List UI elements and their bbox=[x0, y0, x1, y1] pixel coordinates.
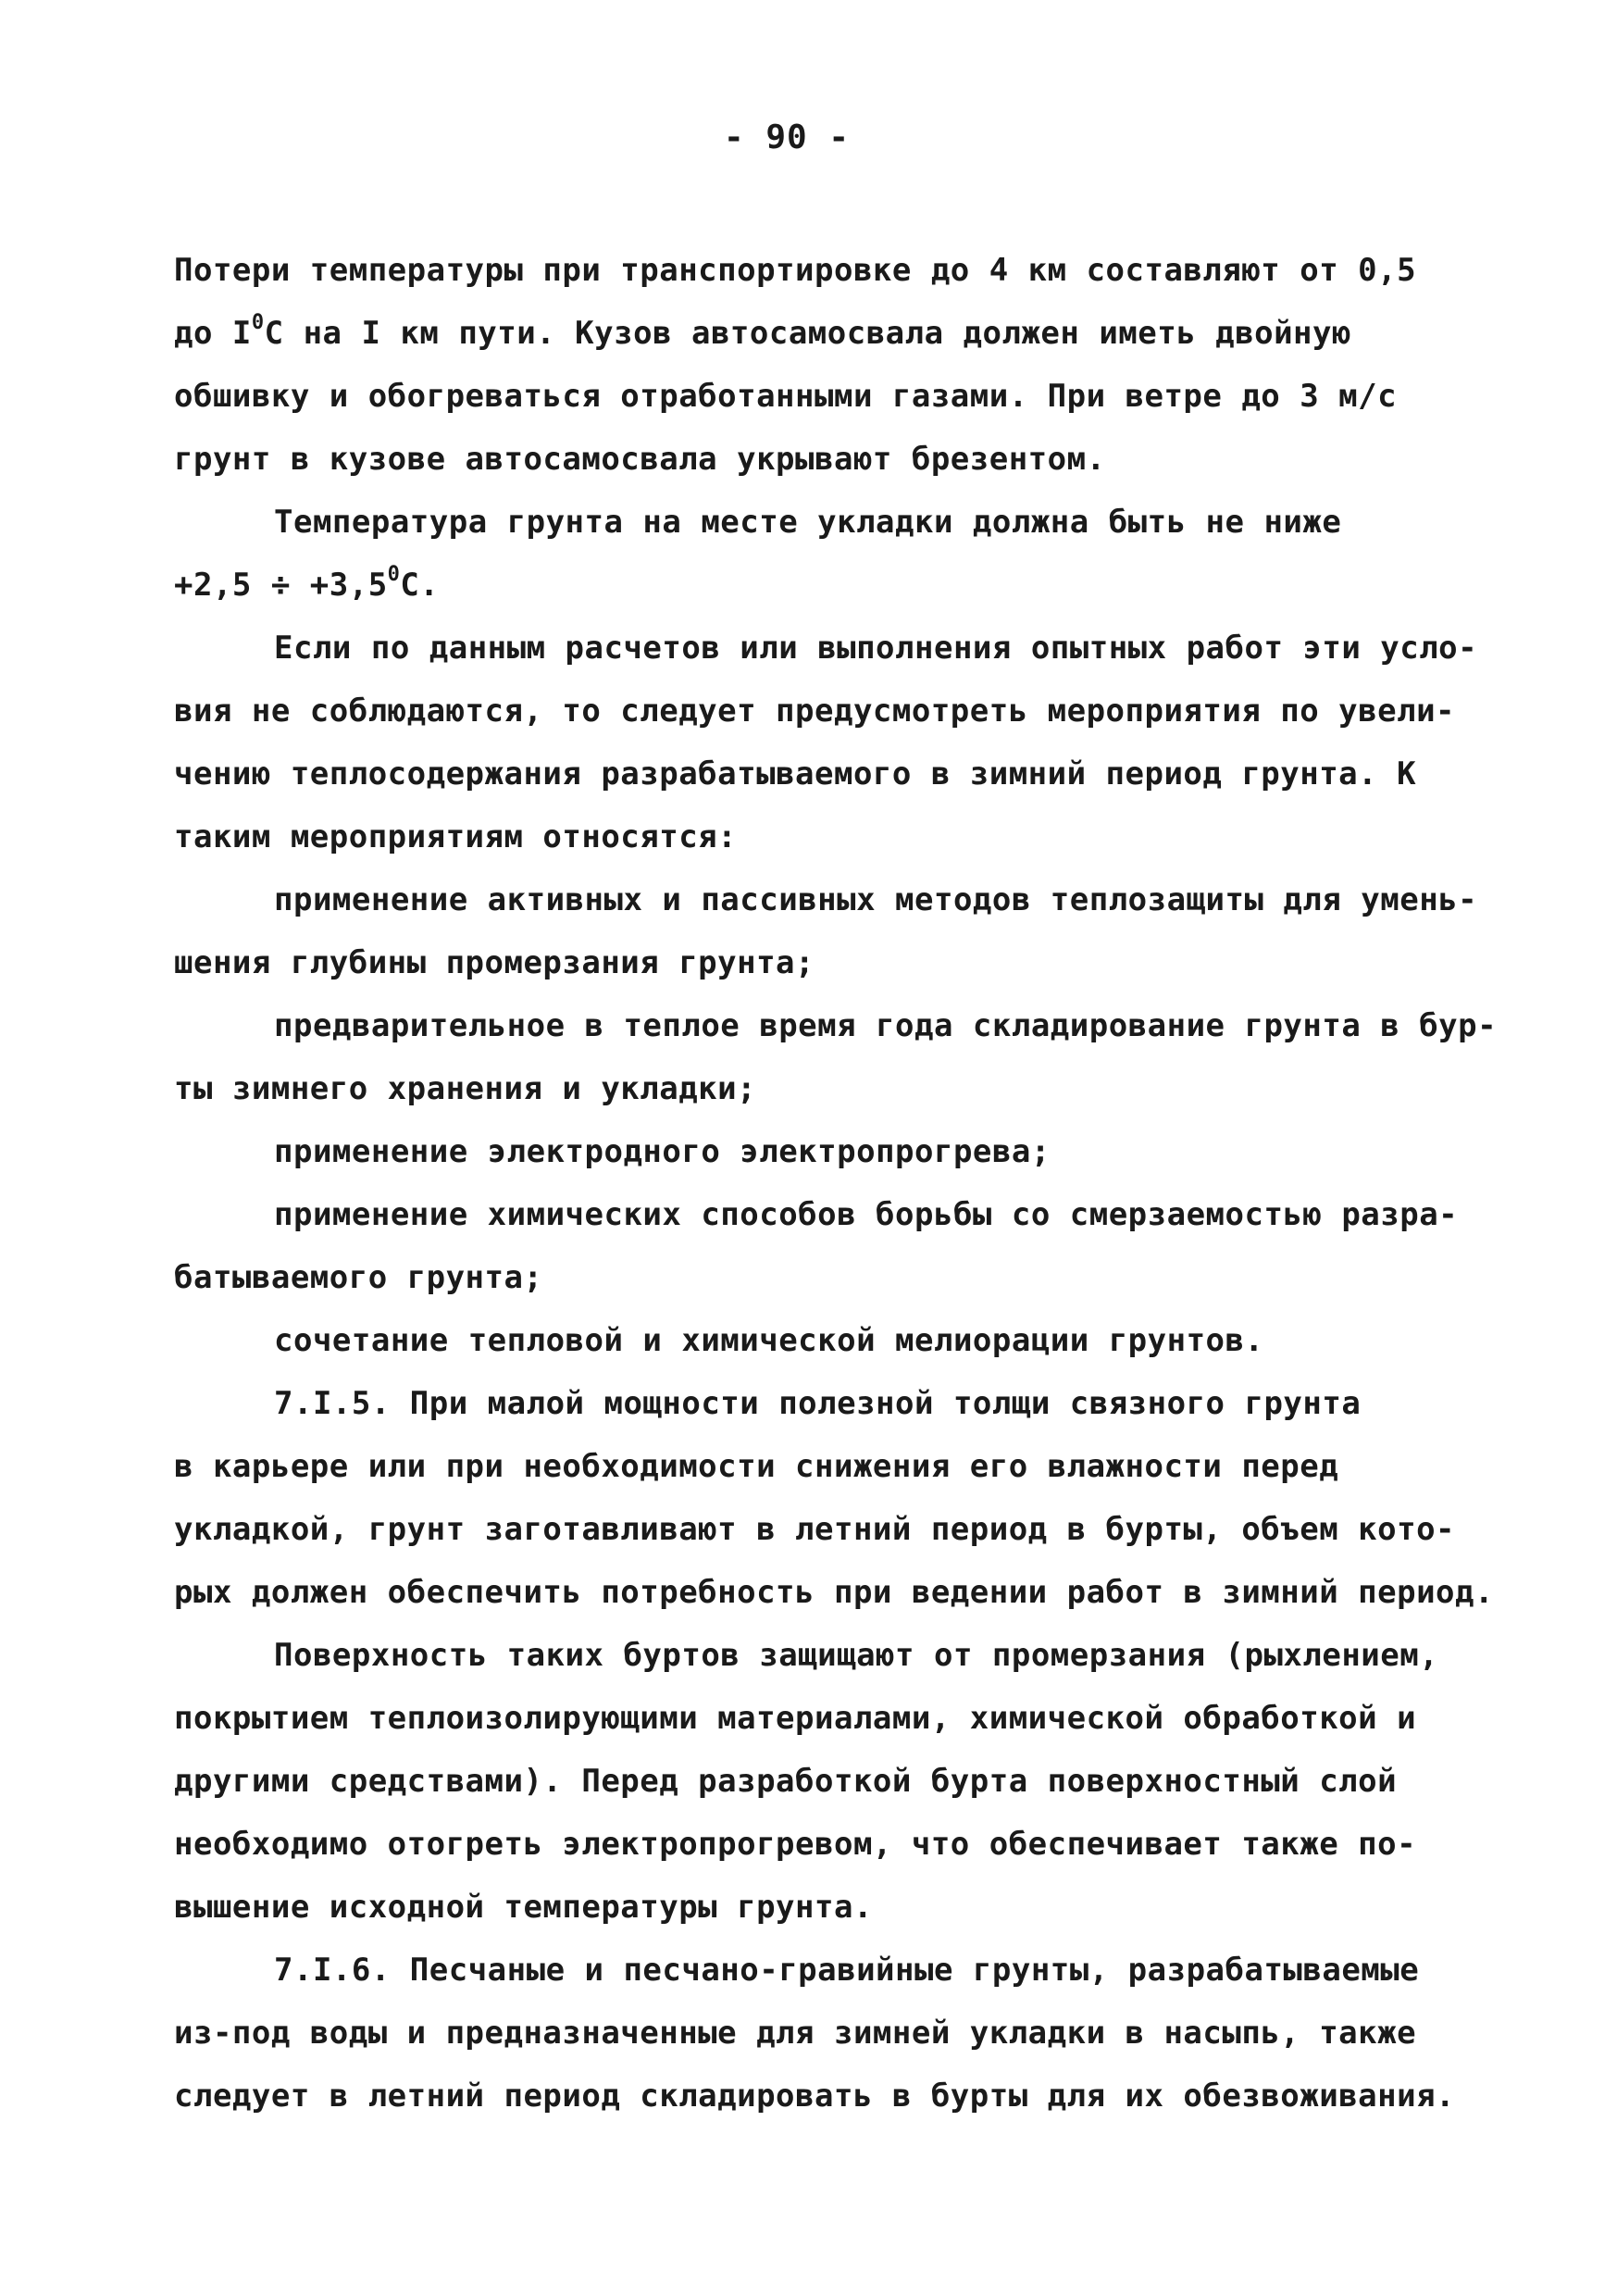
text-line: ты зимнего хранения и укладки; bbox=[174, 1070, 757, 1107]
text-line: батываемого грунта; bbox=[174, 1259, 543, 1296]
text-line: Температура грунта на месте укладки должна быть не ниже bbox=[274, 504, 1342, 541]
text-line: грунт в кузове автосамосвала укрывают брезентом. bbox=[174, 441, 1106, 478]
text-line: применение активных и пассивных методов теплозащиты для умень- bbox=[274, 881, 1478, 918]
text-line: сочетание тепловой и химической мелиорации грунтов. bbox=[274, 1322, 1264, 1359]
text-line: применение химических способов борьбы со смерзаемостью разра- bbox=[274, 1196, 1459, 1233]
text-line: чению теплосодержания разрабатываемого в зимний период грунта. К bbox=[174, 755, 1417, 792]
body-text bbox=[174, 239, 1498, 2128]
text-line: Поверхность таких буртов защищают от промерзания (рыхлением, bbox=[274, 1637, 1439, 1674]
degree-superscript: 0 bbox=[251, 311, 265, 334]
page-number: - 90 - bbox=[723, 119, 851, 156]
text-line: в карьере или при необходимости снижения его влажности перед bbox=[174, 1448, 1339, 1485]
text-line: применение электродного электропрогрева; bbox=[274, 1133, 1051, 1170]
text-line: покрытием теплоизолирующими материалами, химической обработкой и bbox=[174, 1700, 1417, 1737]
text-line: 7.I.5. При малой мощности полезной толщи связного грунта bbox=[274, 1385, 1362, 1422]
text-line: Потери температуры при транспортировке до 4 км составляют от 0,5 bbox=[174, 252, 1417, 289]
text-line: 7.I.6. Песчаные и песчано-гравийные грунты, разрабатываемые bbox=[274, 1952, 1420, 1989]
degree-superscript: 0 bbox=[387, 563, 401, 586]
text-line: следует в летний период складировать в бурты для их обезвоживания. bbox=[174, 2078, 1456, 2115]
text-line: шения глубины промерзания грунта; bbox=[174, 944, 815, 981]
text-line: $+2,5 \div +3,5^0С$. bbox=[174, 563, 440, 604]
text-line: укладкой, грунт заготавливают в летний период в бурты, объем кото- bbox=[174, 1511, 1456, 1548]
text-line: предварительное в теплое время года складирование грунта в бур- bbox=[274, 1007, 1498, 1044]
text-line: Если по данным расчетов или выполнения опытных работ эти усло- bbox=[274, 630, 1478, 667]
text-line: необходимо отогреть электропрогревом, что обеспечивает также по- bbox=[174, 1826, 1417, 1863]
text-line: обшивку и обогреваться отработанными газами. При ветре до 3 м/с bbox=[174, 378, 1398, 415]
text-line: таким мероприятиям относятся: bbox=[174, 818, 738, 855]
text-line: из-под воды и предназначенные для зимней укладки в насыпь, также bbox=[174, 2015, 1417, 2052]
text-line: до $I^0С$ на I км пути. Кузов автосамосвала должен иметь двойную bbox=[174, 311, 1351, 352]
text-line: вышение исходной температуры грунта. bbox=[174, 1889, 873, 1926]
text-line: вия не соблюдаются, то следует предусмотреть мероприятия по увели- bbox=[174, 693, 1456, 730]
text-line: другими средствами). Перед разработкой бурта поверхностный слой bbox=[174, 1763, 1398, 1800]
text-line: рых должен обеспечить потребность при ведении работ в зимний период. bbox=[174, 1574, 1494, 1611]
